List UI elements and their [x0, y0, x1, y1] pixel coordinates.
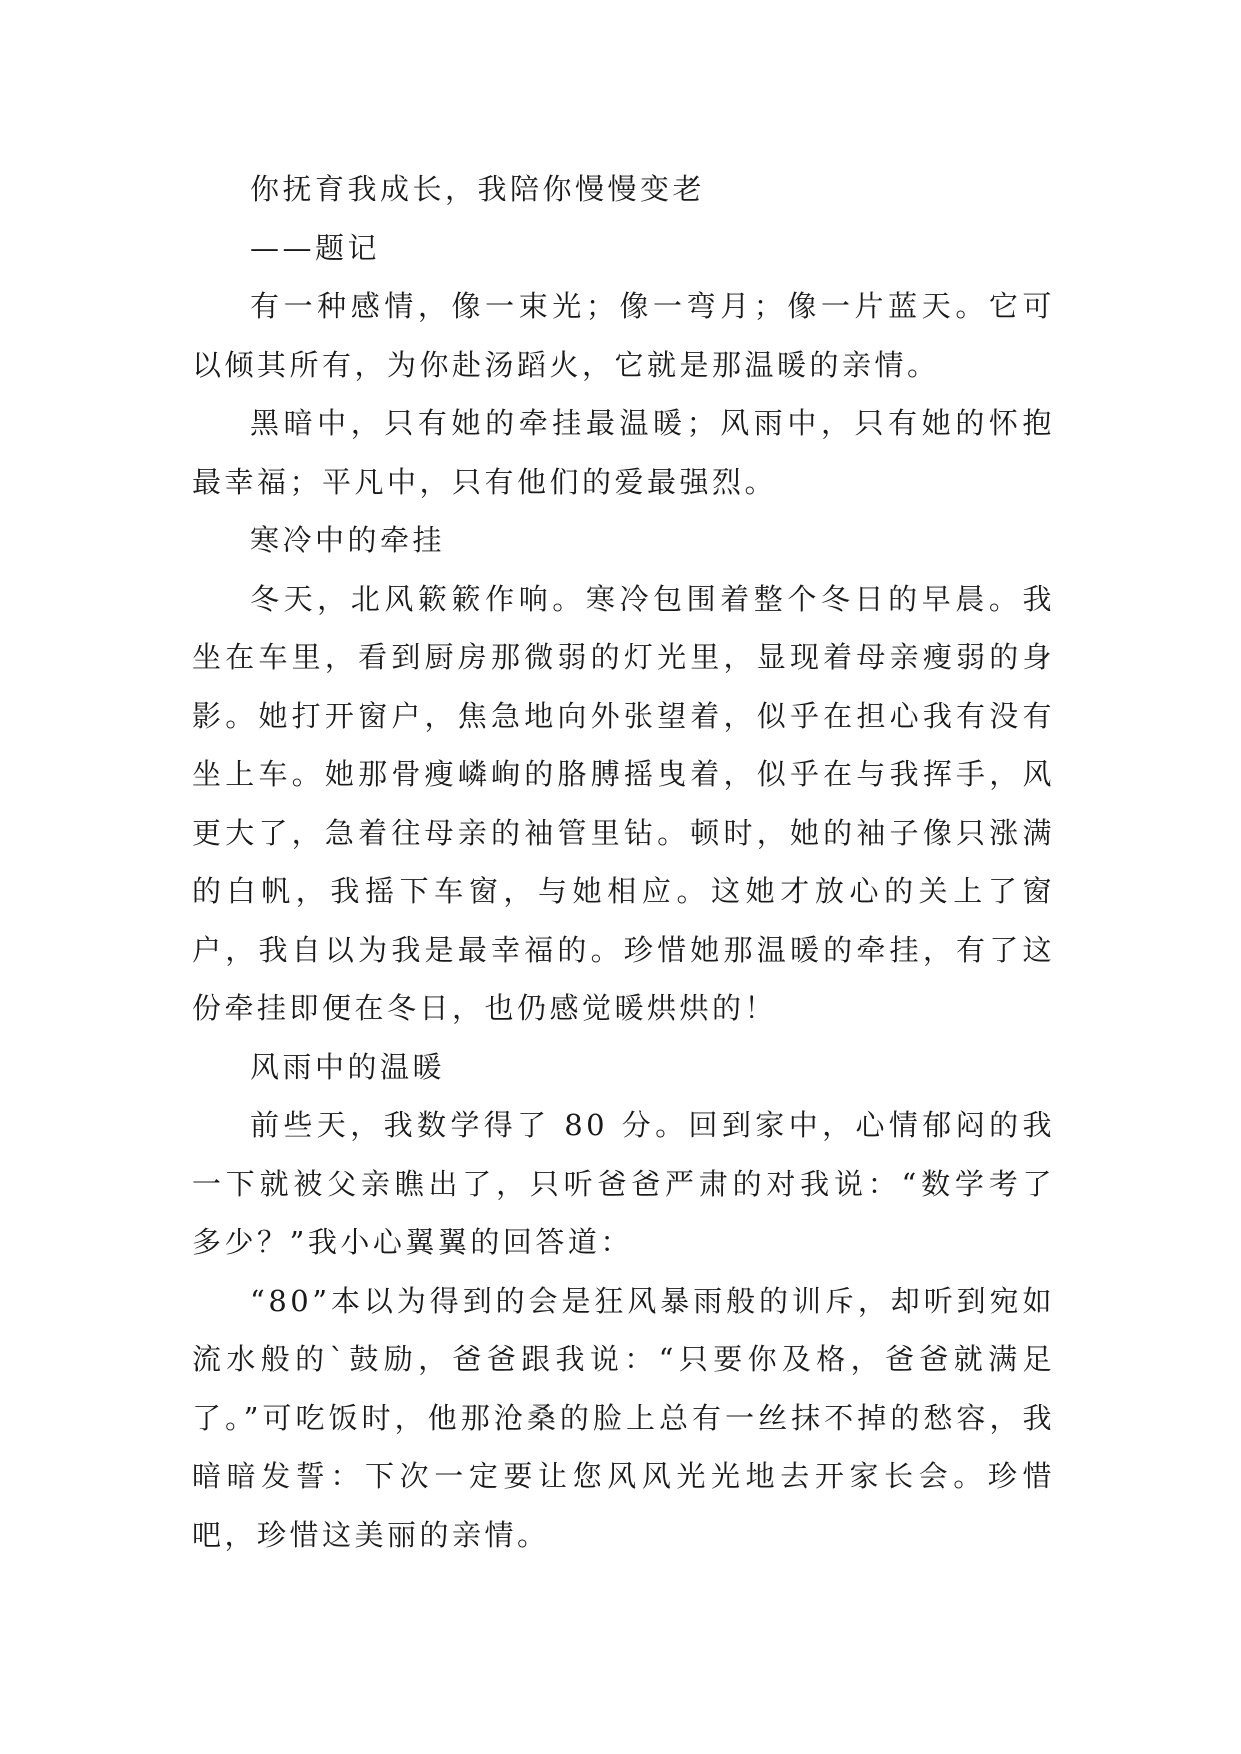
body-paragraph: 有一种感情，像一束光；像一弯月；像一片蓝天。它可以倾其所有，为你赴汤蹈火，它就是那温暖的亲情。 — [192, 289, 1055, 382]
body-paragraph: 冬天，北风簌簌作响。寒冷包围着整个冬日的早晨。我坐在车里，看到厨房那微弱的灯光里，显现着母亲瘦弱的身影。她打开窗户，焦急地向外张望着，似乎在担心我有没有坐上车。她那骨瘦嶙峋的胳膊摇曳着，似乎在与我挥手，风更大了，急着往母亲的袖管里钻。顿时，她的袖子像只涨满的白帆，我摇下车窗，与她相应。这她才放心的关上了窗户，我自以为我是最幸福的。珍惜她那温暖的牵挂，有了这份牵挂即便在冬日，也仍感觉暖烘烘的！ — [192, 581, 1055, 1025]
epigraph-attribution: ——题记 — [250, 230, 381, 265]
section-heading: 风雨中的温暖 — [250, 1049, 446, 1084]
body-paragraph: “80”本以为得到的会是狂风暴雨般的训斥，却听到宛如流水般的`鼓励，爸爸跟我说：“只要你及格，爸爸就满足了。”可吃饭时，他那沧桑的脸上总有一丝抹不掉的愁容，我暗暗发誓：下次一定要让您风风光光地去开家长会。珍惜吧，珍惜这美丽的亲情。 — [192, 1283, 1055, 1552]
body-paragraph: 黑暗中，只有她的牵挂最温暖；风雨中，只有她的怀抱最幸福；平凡中，只有他们的爱最强烈。 — [192, 406, 1055, 499]
document-body — [192, 160, 1055, 1564]
epigraph-line: 你抚育我成长，我陪你慢慢变老 — [250, 172, 706, 206]
section-heading: 寒冷中的牵挂 — [250, 523, 446, 557]
body-paragraph: 前些天，我数学得了 80 分。回到家中，心情郁闷的我一下就被父亲瞧出了，只听爸爸严肃的对我说：“数学考了多少？”我小心翼翼的回答道： — [192, 1108, 1055, 1259]
